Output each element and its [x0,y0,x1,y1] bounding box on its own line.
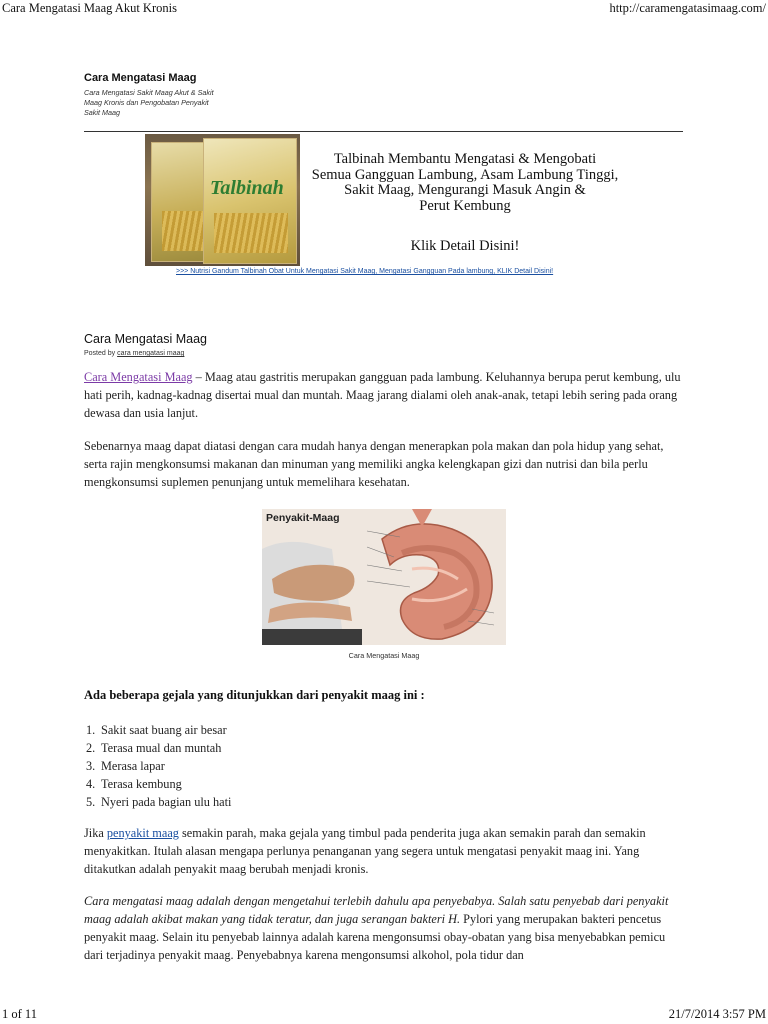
paragraph-causes-italic: Cara mengatasi maag adalah dengan mengetahui terlebih dahulu apa penyebabya. Salah satu penyebab dari penyakit maag adalah akibat makan yang tidak teratur, dan juga serangan bakteri H. [84,894,669,926]
banner-copy [305,152,625,214]
list-item-text: Sakit saat buang air besar [101,723,227,737]
paragraph-causes-text: Pylori yang merupakan bakteri pencetus penyakit maag. Selain itu penyebab lainnya adalah karena mengonsumsi obay-obatan yang bisa menyebabkan pemicu dari terjadinya penyakit maag. Penyebabnya karena mengonsumsi alkohol, pola tidur dan [84,912,666,962]
list-item-text: Merasa lapar [101,759,165,773]
symptoms-list [84,721,231,811]
paragraph-treatment: Sebenarnya maag dapat diatasi dengan cara mudah hanya dengan menerapkan pola makan dan pola hidup yang sehat, serta rajin mengkonsumsi makanan dan minuman yang memiliki angka kelengkapan gizi dan nutrisi dan bila perlu mengkonsumsi suplemen penunjang untuk memelihara kesehatan. [84,439,664,489]
figure-caption: Cara Mengatasi Maag [348,651,420,660]
list-item-text: Terasa mual dan muntah [101,741,222,755]
figure-label: Penyakit-Maag [266,512,340,524]
product-box-front [203,138,297,264]
banner-line: Talbinah Membantu Mengatasi & Mengobati [333,151,597,167]
banner-line: Semua Gangguan Lambung, Asam Lambung Tinggi, [311,166,619,183]
banner-cta[interactable]: Klik Detail Disini! [410,238,520,254]
list-item: 4. Terasa kembung [86,777,182,791]
list-item: 3. Merasa lapar [86,759,165,773]
print-datetime: 21/7/2014 3:57 PM [668,1007,766,1021]
post-keyword-link[interactable]: Cara Mengatasi Maag [84,370,193,384]
list-item: 2. Terasa mual dan muntah [86,741,222,755]
banner-line: Sakit Maag, Mengurangi Masuk Angin & [344,182,586,198]
banner-link[interactable]: >>> Nutrisi Gandum Talbinah Obat Untuk Mengatasi Sakit Maag, Mengatasi Gangguan Pada lambung, KLIK Detail Disini! [176,268,554,275]
paragraph-severity-lead: Jika [84,826,107,840]
list-item: 1. Sakit saat buang air besar [86,723,227,737]
posted-by-label: Posted by [84,350,116,357]
header-divider [84,131,683,132]
paragraph-causes [84,892,684,964]
site-title[interactable]: Cara Mengatasi Maag [84,72,197,84]
stomach-illustration [262,509,506,645]
page-header-url[interactable]: http://caramengatasimaag.com/ [609,1,766,15]
paragraph-intro-text: – Maag atau gastritis merupakan gangguan pada lambung. Keluhannya berupa perut kembung, ulu hati perih, kadnag-kadnag disertai mual dan muntah. Maag jarang dialami oleh anak-anak, tetapi lebih sering pada orang dewasa dan usia lanjut. [84,370,681,420]
stomach-figure [262,509,506,645]
page-header-title: Cara Mengatasi Maag Akut Kronis [2,1,177,15]
post-title[interactable]: Cara Mengatasi Maag [84,332,207,346]
product-image [145,134,300,266]
paragraph-intro [84,368,684,422]
paragraph-severity-text: semakin parah, maka gejala yang timbul pada penderita juga akan semakin parah dan semakin menyakitkan. Itulah alasan mengapa perlunya penanganan yang segera untuk mengatasi penyakit maag ini. Yang ditakutkan adalah penyakit maag berubah menjadi kronis. [84,826,646,876]
symptoms-heading: Ada beberapa gejala yang ditunjukkan dari penyakit maag ini : [84,688,425,702]
page-number: 1 of 11 [2,1007,37,1021]
talbinah-banner[interactable] [145,134,628,266]
penyakit-maag-link[interactable]: penyakit maag [106,826,179,840]
list-item: 5. Nyeri pada bagian ulu hati [86,795,232,809]
banner-line: Perut Kembung [419,197,511,214]
list-item-text: Terasa kembung [101,777,182,791]
paragraph-severity [84,824,684,878]
author-link[interactable]: cara mengatasi maag [117,350,185,357]
site-header [84,72,224,118]
page-header [0,0,768,18]
site-description: Cara Mengatasi Sakit Maag Akut & Sakit Maag Kronis dan Pengobatan Penyakit Sakit Maag [84,88,214,117]
page-footer [0,1006,768,1024]
list-item-text: Nyeri pada bagian ulu hati [101,795,232,809]
product-label: Talbinah [210,177,284,199]
post-meta [84,350,184,357]
